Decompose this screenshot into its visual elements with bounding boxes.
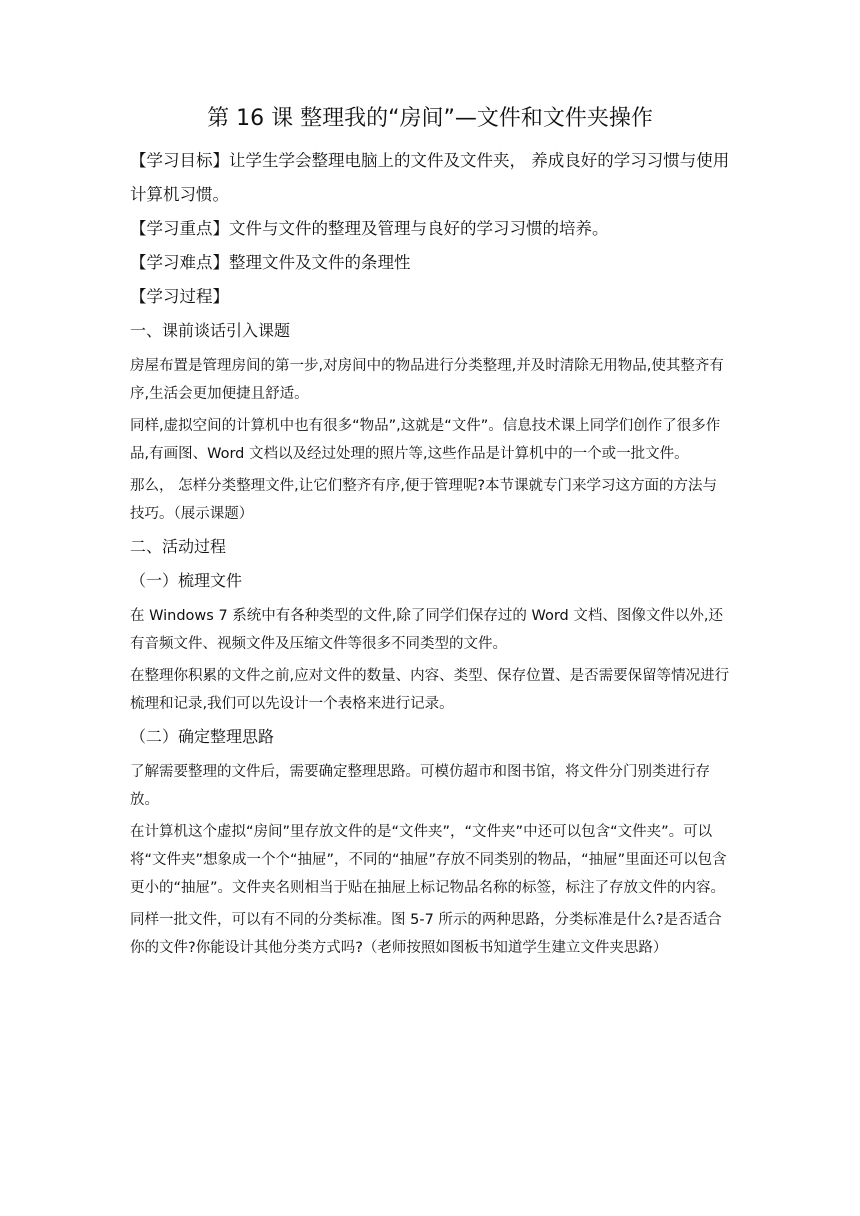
section-1-paragraph: 同样,虚拟空间的计算机中也有很多“物品”,这就是“文件”。信息技术课上同学们创作了很多作品,有画图、Word 文档以及经过处理的照片等,这些作品是计算机中的一个或一批文件。 <box>130 418 721 462</box>
subsection-2-paragraph: 同样一批文件，可以有不同的分类标准。图 5-7 所示的两种思路，分类标准是什么?是否适合你的文件?你能设计其他分类方式吗?（老师按照如图板书知道学生建立文件夹思路） <box>130 912 722 956</box>
subsection-2-heading: （二）确定整理思路 <box>130 727 275 746</box>
subsection-1-paragraph: 在 Windows 7 系统中有各种类型的文件,除了同学们保存过的 Word 文档、图像文件以外,还有音频文件、视频文件及压缩文件等很多不同类型的文件。 <box>130 608 723 652</box>
subsection-2-paragraph: 在计算机这个虚拟“房间”里存放文件的是“文件夹”，“文件夹”中还可以包含“文件夹”。可以将“文件夹”想象成一个个“抽屉”，不同的“抽屉”存放不同类别的物品，“抽屉”里面还可以包含更小的“抽屉”。文件夹名则相当于贴在抽屉上标记物品名称的标签，标注了存放文件的内容。 <box>130 824 727 896</box>
section-1-heading: 一、课前谈话引入课题 <box>130 321 291 340</box>
subsection-2-paragraph: 了解需要整理的文件后，需要确定整理思路。可模仿超市和图书馆，将文件分门别类进行存放。 <box>130 764 710 808</box>
section-1-paragraph: 房屋布置是管理房间的第一步,对房间中的物品进行分类整理,并及时清除无用物品,使其整齐有序,生活会更加便捷且舒适。 <box>130 358 724 402</box>
learning-difficulties: 【学习难点】整理文件及文件的条理性 <box>130 253 411 272</box>
subsection-1-paragraph: 在整理你积累的文件之前,应对文件的数量、内容、类型、保存位置、是否需要保留等情况进行梳理和记录,我们可以先设计一个表格来进行记录。 <box>130 668 730 712</box>
document-page <box>130 100 730 964</box>
document-title: 第 16 课 整理我的“房间”—文件和文件夹操作 <box>207 106 653 131</box>
learning-objectives: 【学习目标】让学生学会整理电脑上的文件及文件夹， 养成良好的学习习惯与使用计算机习惯。 <box>130 151 730 204</box>
learning-process-label: 【学习过程】 <box>130 287 229 306</box>
subsection-1-heading: （一）梳理文件 <box>130 571 243 590</box>
section-2-heading: 二、活动过程 <box>130 537 227 556</box>
section-1-paragraph: 那么， 怎样分类整理文件,让它们整齐有序,便于管理呢?本节课就专门来学习这方面的方法与技巧。（展示课题） <box>130 478 718 522</box>
learning-key-points: 【学习重点】文件与文件的整理及管理与良好的学习习惯的培养。 <box>130 219 609 238</box>
